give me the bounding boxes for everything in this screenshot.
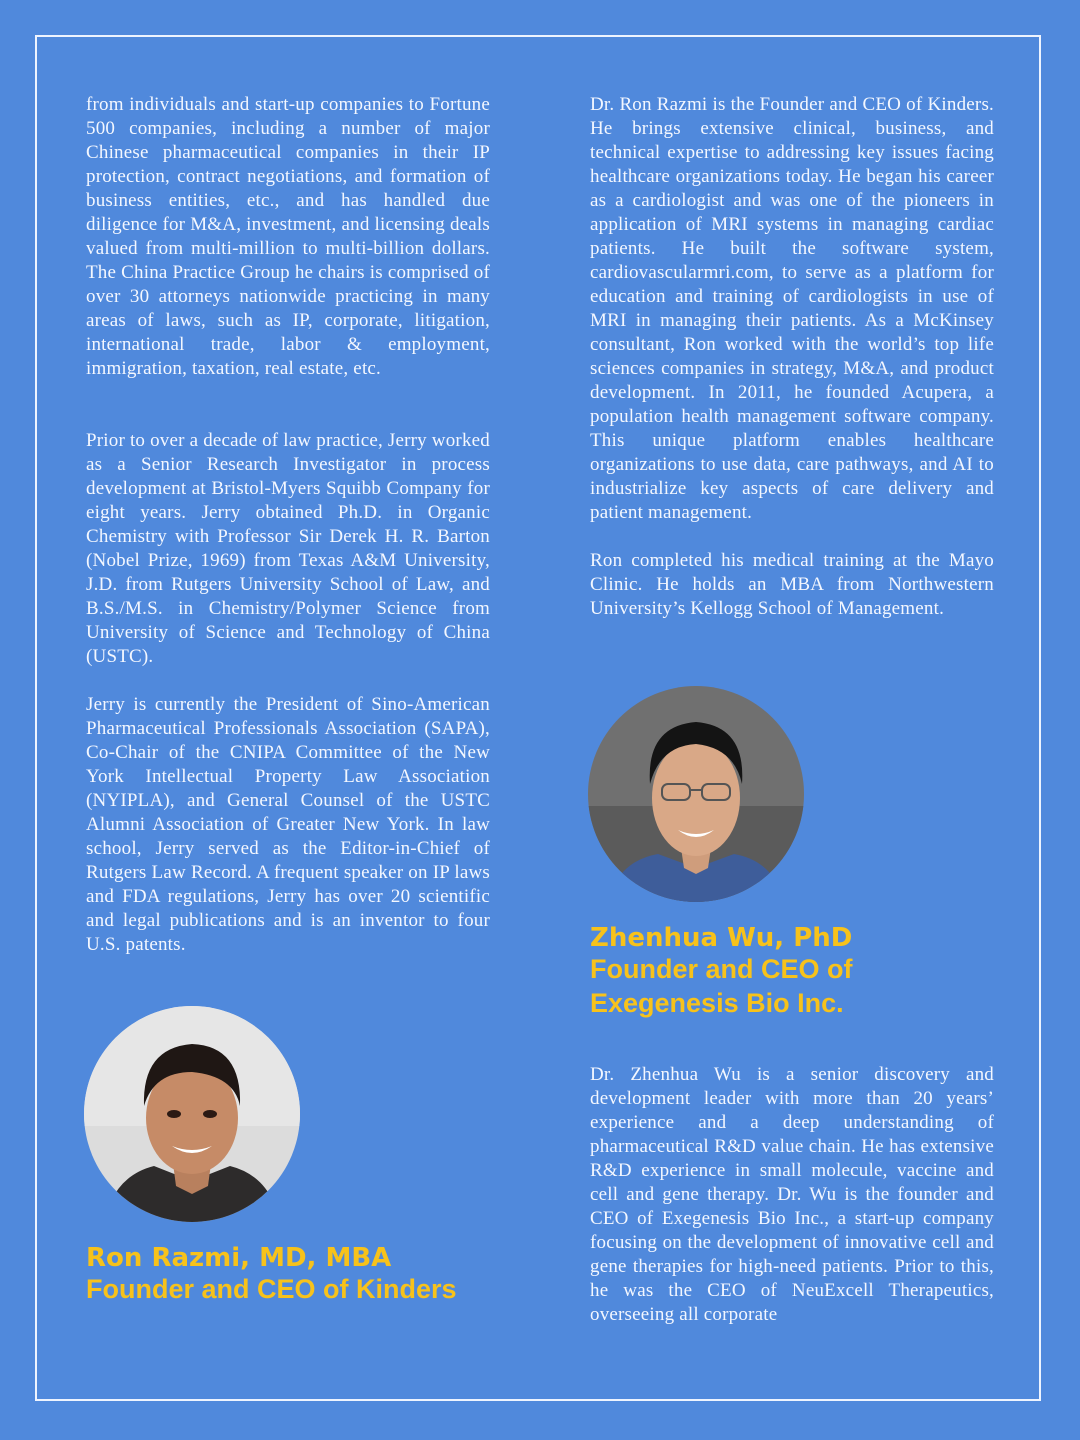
left-paragraph-2: Prior to over a decade of law practice, Jerry worked as a Senior Research Investigator in process development at Bristol-Myers Squibb Company for eight years. Jerry obtained Ph.D. in Organic Chemistry with Professor Sir Derek H. R. Barton (Nobel Prize, 1969) from Texas A&M University, J.D. from Rutgers University School of Law, and B.S./M.S. in Chemistry/Polymer Science from University of Science and Technology of China (USTC). xyxy=(86,430,490,667)
ron-bio-paragraph-1: Dr. Ron Razmi is the Founder and CEO of Kinders. He brings extensive clinical, business, and technical expertise to addressing key issues facing healthcare organizations today. He began his career as a cardiologist and was one of the pioneers in application of MRI systems in managing cardiac patients. He built the software system, cardiovascularmri.com, to serve as a platform for education and training of cardiologists in use of MRI in managing their patients. As a McKinsey consultant, Ron worked with the world’s top life sciences companies in strategy, M&A, and product development. In 2011, he founded Acupera, a population health management software company. This unique platform enables healthcare organizations to use data, care pathways, and AI to industrialize key aspects of care delivery and patient management. xyxy=(590,94,994,523)
zhenhua-title-line-1: Founder and CEO of xyxy=(590,954,853,984)
left-paragraph-1: from individuals and start-up companies to Fortune 500 companies, including a number of major Chinese pharmaceutical companies in their IP protection, contract negotiations, and formation of business entities, etc., and has handled due diligence for M&A, investment, and licensing deals valued from multi-million to multi-billion dollars. The China Practice Group he chairs is comprised of over 30 attorneys nationwide practicing in many areas of laws, such as IP, corporate, litigation, international trade, labor & employment, immigration, taxation, real estate, etc. xyxy=(86,94,490,379)
ron-bio-paragraph-2: Ron completed his medical training at the Mayo Clinic. He holds an MBA from Northwestern University’s Kellogg School of Management. xyxy=(590,550,994,619)
left-paragraph-3: Jerry is currently the President of Sino-American Pharmaceutical Professionals Association (SAPA), Co-Chair of the CNIPA Committee of the New York Intellectual Property Law Association (NYIPLA), and General Counsel of the USTC Alumni Association of Greater New York. In law school, Jerry served as the Editor-in-Chief of Rutgers Law Record. A frequent speaker on IP laws and FDA regulations, Jerry has over 20 scientific and legal publications and is an inventor to four U.S. patents. xyxy=(86,694,490,955)
ron-razmi-photo xyxy=(84,1006,300,1222)
zhenhua-wu-photo xyxy=(588,686,804,902)
ron-name: Ron Razmi, MD, MBA xyxy=(86,1243,392,1273)
zhenhua-name: Zhenhua Wu, PhD xyxy=(590,923,853,953)
ron-title: Founder and CEO of Kinders xyxy=(86,1274,457,1304)
zhenhua-title-line-2: Exegenesis Bio Inc. xyxy=(590,988,844,1018)
zhenhua-bio: Dr. Zhenhua Wu is a senior discovery and development leader with more than 20 years’ experience and a deep understanding of pharmaceutical R&D value chain. He has extensive R&D experience in small molecule, vaccine and cell and gene therapy. Dr. Wu is the founder and CEO of Exegenesis Bio Inc., a start-up company focusing on the development of innovative cell and gene therapies for high-need patients. Prior to this, he was the CEO of NeuExcell Therapeutics, overseeing all corporate xyxy=(590,1064,994,1325)
